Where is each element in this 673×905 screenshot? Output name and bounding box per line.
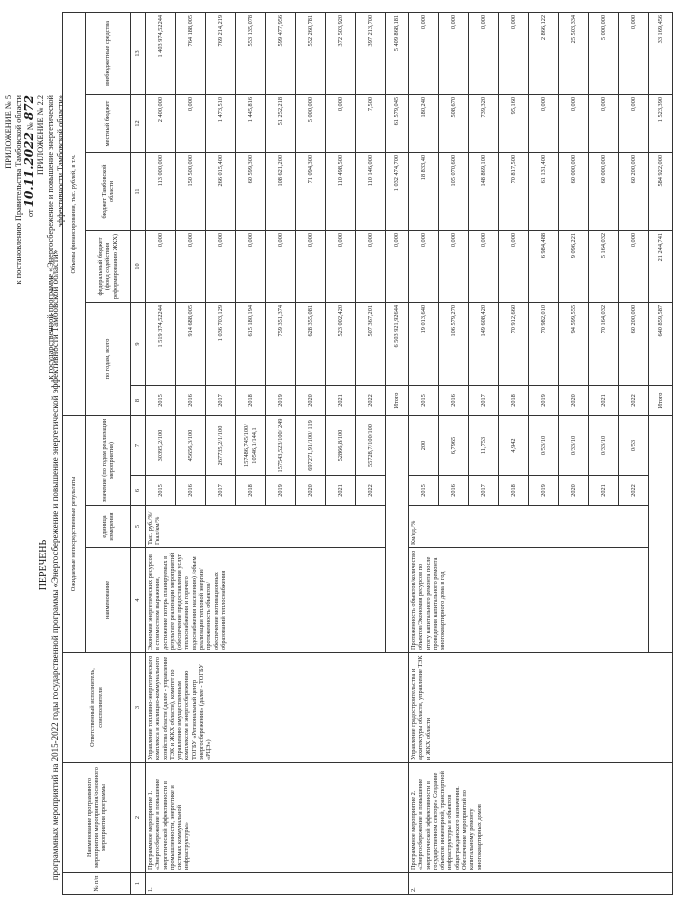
regional-cell: 60 200,000: [619, 153, 649, 231]
local-cell: 51 252,218: [266, 95, 296, 153]
order-number-label: №: [26, 122, 35, 131]
federal-cell: 0,000: [206, 231, 236, 303]
appendix-5-subtitle: к постановлению Правительства Тамбовской области: [14, 95, 23, 285]
measure-1-executor: Управление топливно-энергетического комплекса и жилищно-коммунального хозяйства области (далее - управление ТЭК и ЖКХ области), комитет по управлению имущественным комплексом и энергосбережению ТОГБУ «Региональный центр энергосбережения» (далее - ТОГБУ «РЦЭ»): [146, 653, 409, 763]
funding-total-cell: 19 013,640: [409, 303, 439, 386]
federal-cell: 0,000: [296, 231, 326, 303]
funding-total-cell: 1 036 703,129: [206, 303, 236, 386]
result-value-cell: 0/33/10: [589, 416, 619, 476]
funding-total-cell: 60 200,000: [619, 303, 649, 386]
regional-cell: 266 015,400: [206, 153, 236, 231]
header-name: Наименование программного мероприятия мероприятия/основного мероприятия программы: [63, 763, 131, 873]
offbudget-cell: 397 213,700: [356, 12, 386, 94]
col-number: 6: [131, 476, 146, 506]
funding-year-cell: 2021: [326, 386, 356, 416]
federal-cell: 0,000: [499, 231, 529, 303]
funding-year-cell: 2021: [589, 386, 619, 416]
local-cell: 1 445,816: [236, 95, 266, 153]
header-regional: бюджет Тамбовской области: [86, 153, 131, 231]
header-by-years: по годам, всего: [86, 303, 131, 416]
funding-total-cell: 106 579,270: [439, 303, 469, 386]
order-date-handwritten: 10.11.2022: [22, 132, 36, 208]
empty-cell: [649, 416, 673, 653]
result-value-cell: 267735,2/1/100: [206, 416, 236, 476]
header-executor: Ответственный исполнитель, соисполнители: [63, 653, 131, 763]
result-value-cell: 45656,3/100: [176, 416, 206, 476]
federal-cell: 0,000: [619, 231, 649, 303]
result-value-cell: 697271,91/100/ 119: [296, 416, 326, 476]
funding-year-cell: 2018: [236, 386, 266, 416]
year-cell: 2021: [589, 476, 619, 506]
header-result-value: значение (по годам реализации мероприятия): [86, 416, 131, 506]
regional-cell: 148 869,100: [469, 153, 499, 231]
funding-total-cell: 70 912,660: [499, 303, 529, 386]
result-value-cell: 6,7965: [439, 416, 469, 476]
handwritten-order-line: [24, 95, 36, 379]
appendix-2-2-title: ПРИЛОЖЕНИЕ № 2.2: [36, 95, 45, 175]
federal-cell: 0,000: [176, 231, 206, 303]
header-offbudget: внебюджетные средства: [86, 12, 131, 94]
col-number: 2: [131, 763, 146, 873]
regional-cell: 110 498,500: [326, 153, 356, 231]
federal-cell: 9 096,221: [559, 231, 589, 303]
appendix-2-2-subtitle-1: к государственной программе «Энергосбережение и повышение энергетической: [46, 95, 55, 380]
offbudget-cell: 0,000: [439, 12, 469, 94]
result-value-cell: 0/53/10: [529, 416, 559, 476]
funding-year-cell: 2020: [296, 386, 326, 416]
regional-cell: 60 000,000: [589, 153, 619, 231]
offbudget-cell: 5 000,000: [589, 12, 619, 94]
year-cell: 2018: [499, 476, 529, 506]
measure-1-result-unit: Тыс. руб./%/ Гкал/км/%: [146, 506, 386, 548]
funding-total-cell: 759 351,374: [266, 303, 296, 386]
result-value-cell: 4,942: [499, 416, 529, 476]
funding-total-cell: 70 982,010: [529, 303, 559, 386]
col-number: 1: [131, 873, 146, 895]
measure-1-number: 1.: [146, 873, 409, 895]
regional-cell: 60 000,000: [559, 153, 589, 231]
funding-total-cell: 149 608,420: [469, 303, 499, 386]
offbudget-cell: 0,000: [409, 12, 439, 94]
funding-year-cell: 2016: [176, 386, 206, 416]
offbudget-cell: 25 503,334: [559, 12, 589, 94]
result-value-cell: 55728,7/100/100: [356, 416, 386, 476]
regional-cell: 105 070,600: [439, 153, 469, 231]
offbudget-cell: 552 260,781: [296, 12, 326, 94]
local-cell: 5 000,000: [296, 95, 326, 153]
regional-cell: 1 032 474,700: [386, 153, 409, 231]
measure-2-result-unit: Км/ед./%: [409, 506, 649, 548]
local-cell: 739,320: [469, 95, 499, 153]
funding-total-cell: 914 688,005: [176, 303, 206, 386]
local-cell: 2 400,000: [146, 95, 176, 153]
year-cell: 2019: [529, 476, 559, 506]
funding-total-cell: 628 355,081: [296, 303, 326, 386]
year-cell: 2015: [146, 476, 176, 506]
federal-cell: 0,000: [266, 231, 296, 303]
federal-cell: 5 164,032: [589, 231, 619, 303]
regional-cell: 61 131,400: [529, 153, 559, 231]
year-cell: 2020: [559, 476, 589, 506]
funding-total-cell: 1 519 374,52244: [146, 303, 176, 386]
result-value-cell: 11,753: [469, 416, 499, 476]
total-label: Итого: [386, 386, 409, 416]
header-result-name: наименование: [86, 548, 131, 653]
offbudget-cell: 372 503,920: [326, 12, 356, 94]
federal-cell: 0,000: [469, 231, 499, 303]
local-cell: 508,670: [439, 95, 469, 153]
offbudget-cell: 764 188,005: [176, 12, 206, 94]
local-cell: 0,000: [326, 95, 356, 153]
measure-2-executor: Управление градостроительства и архитектуры области, управление ТЭК и ЖКХ области: [409, 653, 673, 763]
year-cell: 2022: [619, 476, 649, 506]
funding-total-cell: 94 599,555: [559, 303, 589, 386]
funding-total-cell: 6 503 921,92644: [386, 303, 409, 386]
table-row: [146, 12, 176, 894]
result-value-cell: 157543,523/100/ 249: [266, 416, 296, 476]
col-number: 12: [131, 95, 146, 153]
local-cell: 61 579,045: [386, 95, 409, 153]
programme-measures-table: [62, 12, 673, 895]
header-federal: федеральный бюджет (фонд содействия реформированию ЖКХ): [86, 231, 131, 303]
order-number-handwritten: 872: [22, 95, 36, 121]
year-cell: 2020: [296, 476, 326, 506]
result-value-cell: 0/53: [619, 416, 649, 476]
measure-1-name: Программное мероприятие 1. «Энергосбережение и повышение энергетической эффективности в промышленности, энергетике и системах коммунальной инфраструктуры»: [146, 763, 409, 873]
order-from-label: от: [26, 209, 35, 218]
offbudget-cell: 1 403 974,52244: [146, 12, 176, 94]
federal-cell: 0,000: [386, 231, 409, 303]
header-no: № п/п: [63, 873, 131, 895]
measure-1-result-name: Экономия энергетических ресурсов в стоимостном выражении, достижение потерь планируемых в результате реализации мероприятий (обеспечение предоставления услуг теплоснабжения и горячего водоснабжения населению) /объем реализации тепловой энергии/протяженность объектов/ обеспечение мотивационных образований теплоснабжения: [146, 548, 386, 653]
regional-cell: 70 817,500: [499, 153, 529, 231]
funding-year-cell: 2019: [529, 386, 559, 416]
federal-cell: 0,000: [146, 231, 176, 303]
funding-year-cell: 2018: [499, 386, 529, 416]
funding-year-cell: 2017: [469, 386, 499, 416]
year-cell: 2018: [236, 476, 266, 506]
federal-cell: 21 244,741: [649, 231, 673, 303]
year-cell: 2017: [469, 476, 499, 506]
col-number: 10: [131, 231, 146, 303]
col-number: 13: [131, 12, 146, 94]
regional-cell: 71 094,300: [296, 153, 326, 231]
regional-cell: 584 922,000: [649, 153, 673, 231]
offbudget-cell: 0,000: [469, 12, 499, 94]
offbudget-cell: 0,000: [619, 12, 649, 94]
offbudget-cell: 33 169,456: [649, 12, 673, 94]
empty-cell: [386, 416, 409, 653]
regional-cell: 113 000,000: [146, 153, 176, 231]
federal-cell: 0,000: [236, 231, 266, 303]
year-cell: 2019: [266, 476, 296, 506]
federal-cell: 0,000: [409, 231, 439, 303]
year-cell: 2022: [356, 476, 386, 506]
appendix-2-2-subtitle-2: эффективности Тамбовской области»: [56, 95, 65, 228]
col-number: 11: [131, 153, 146, 231]
offbudget-cell: 769 214,219: [206, 12, 236, 94]
local-cell: 95,160: [499, 95, 529, 153]
year-cell: 2016: [176, 476, 206, 506]
funding-year-cell: 2022: [356, 386, 386, 416]
funding-year-cell: 2020: [559, 386, 589, 416]
local-cell: 180,240: [409, 95, 439, 153]
col-number: 3: [131, 653, 146, 763]
measure-2-number: 2.: [409, 873, 673, 895]
federal-cell: 6 984,488: [529, 231, 559, 303]
funding-year-cell: 2022: [619, 386, 649, 416]
header-expected-results: Ожидаемые непосредственные результаты: [63, 416, 86, 653]
col-number: 7: [131, 416, 146, 476]
funding-year-cell: 2019: [266, 386, 296, 416]
federal-cell: 0,000: [326, 231, 356, 303]
offbudget-cell: 553 135,078: [236, 12, 266, 94]
regional-cell: 110 146,000: [356, 153, 386, 231]
col-number: 8: [131, 386, 146, 416]
col-number: 4: [131, 548, 146, 653]
header-funding: Объемы финансирования, тыс. рублей, в т.ч.: [63, 12, 86, 415]
offbudget-cell: 2 866,122: [529, 12, 559, 94]
doc-subtitle: программных мероприятий на 2015-2022 годы государственной программы «Энергосбережение и повышение энергетической эффективности Тамбовской области»: [50, 249, 60, 881]
year-cell: 2021: [326, 476, 356, 506]
measure-2-name: Программное мероприятие 2. «Энергосбережение и повышение энергетической эффективности в государственном секторе» Создание объектов инженерной, транспортной инфраструктуры и объектов общегражданского назначения. Обеспечение мероприятий по капитальному ремонту многоквартирных домов: [409, 763, 673, 873]
year-cell: 2015: [409, 476, 439, 506]
funding-year-cell: 2015: [146, 386, 176, 416]
result-value-cell: 30395,2/100: [146, 416, 176, 476]
appendix-5-title: ПРИЛОЖЕНИЕ № 5: [4, 95, 13, 169]
column-numbers-row: [131, 12, 146, 894]
funding-total-cell: 615 180,194: [236, 303, 266, 386]
offbudget-cell: 599 477,956: [266, 12, 296, 94]
regional-cell: 18 833,40: [409, 153, 439, 231]
federal-cell: 0,000: [356, 231, 386, 303]
funding-total-cell: 640 859,587: [649, 303, 673, 386]
doc-title: ПЕРЕЧЕНЬ: [38, 539, 49, 591]
local-cell: 0,000: [176, 95, 206, 153]
result-value-cell: 0/33/10: [559, 416, 589, 476]
header-local: местный бюджет: [86, 95, 131, 153]
funding-total-cell: 507 367,201: [356, 303, 386, 386]
local-cell: 1 473,510: [206, 95, 236, 153]
local-cell: 0,000: [559, 95, 589, 153]
local-cell: 0,000: [589, 95, 619, 153]
col-number: 5: [131, 506, 146, 548]
funding-year-cell: 2016: [439, 386, 469, 416]
year-cell: 2016: [439, 476, 469, 506]
result-value-cell: 157486,745/100/ 10546,1/144,1: [236, 416, 266, 476]
funding-total-cell: 523 002,420: [326, 303, 356, 386]
measure-2-result-name: Протяженность объектов/количество объектов/Экономия ресурсов по итогу капитального ремонта после проведения капитального ремонта многоквартирного дома в год: [409, 548, 649, 653]
regional-cell: 60 599,300: [236, 153, 266, 231]
offbudget-cell: 5 409 868,181: [386, 12, 409, 94]
regional-cell: 108 621,200: [266, 153, 296, 231]
local-cell: 0,000: [619, 95, 649, 153]
table-header-row-1: [63, 12, 86, 894]
result-value-cell: 52866,8/100: [326, 416, 356, 476]
header-result-unit: единица измерения: [86, 506, 131, 548]
federal-cell: 0,000: [439, 231, 469, 303]
offbudget-cell: 0,000: [499, 12, 529, 94]
result-value-cell: 200: [409, 416, 439, 476]
local-cell: 1 523,390: [649, 95, 673, 153]
year-cell: 2017: [206, 476, 236, 506]
regional-cell: 150 500,000: [176, 153, 206, 231]
funding-year-cell: 2015: [409, 386, 439, 416]
table-row: [409, 12, 439, 894]
local-cell: 0,000: [529, 95, 559, 153]
funding-year-cell: 2017: [206, 386, 236, 416]
col-number: 9: [131, 303, 146, 386]
local-cell: 7,500: [356, 95, 386, 153]
total-label: Итого: [649, 386, 673, 416]
funding-total-cell: 70 164,032: [589, 303, 619, 386]
